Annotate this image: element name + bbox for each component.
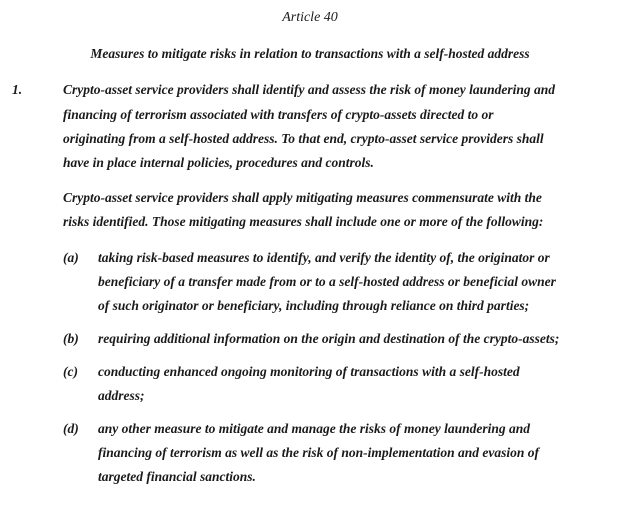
list-item-line: targeted financial sanctions. xyxy=(98,469,256,484)
article-heading: Measures to mitigate risks in relation to transactions with a self-hosted address xyxy=(90,46,530,61)
paragraph-1-line: originating from a self-hosted address. To that end, crypto-asset service providers shall xyxy=(63,131,544,146)
article-title: Article 40 xyxy=(282,10,338,25)
paragraph-number: 1. xyxy=(12,82,23,97)
paragraph-1-line: financing of terrorism associated with transfers of crypto-assets directed to or xyxy=(63,107,494,122)
list-item-label-c: (c) xyxy=(63,364,78,379)
paragraph-1-line: Crypto-asset service providers shall identify and assess the risk of money laundering and xyxy=(63,82,556,97)
list-item-label-a: (a) xyxy=(63,250,79,265)
paragraph-2-line: Crypto-asset service providers shall apply mitigating measures commensurate with the xyxy=(63,190,542,205)
list-item-line: address; xyxy=(98,388,145,403)
list-item-line: requiring additional information on the origin and destination of the crypto-assets; xyxy=(98,331,560,346)
list-item-label-d: (d) xyxy=(63,421,79,436)
list-item-line: beneficiary of a transfer made from or to a self-hosted address or beneficial owner xyxy=(98,274,556,289)
list-item-label-b: (b) xyxy=(63,331,79,346)
list-item-line: any other measure to mitigate and manage the risks of money laundering and xyxy=(98,421,531,436)
list-item-line: taking risk-based measures to identify, and verify the identity of, the originator or xyxy=(98,250,550,265)
list-item-line: of such originator or beneficiary, including through reliance on third parties; xyxy=(98,298,530,313)
list-item-line: financing of terrorism as well as the risk of non-implementation and evasion of xyxy=(98,445,540,460)
paragraph-1-line: have in place internal policies, procedures and controls. xyxy=(63,155,374,170)
paragraph-2-line: risks identified. Those mitigating measures shall include one or more of the following: xyxy=(63,214,544,229)
list-item-line: conducting enhanced ongoing monitoring of transactions with a self-hosted xyxy=(98,364,520,379)
